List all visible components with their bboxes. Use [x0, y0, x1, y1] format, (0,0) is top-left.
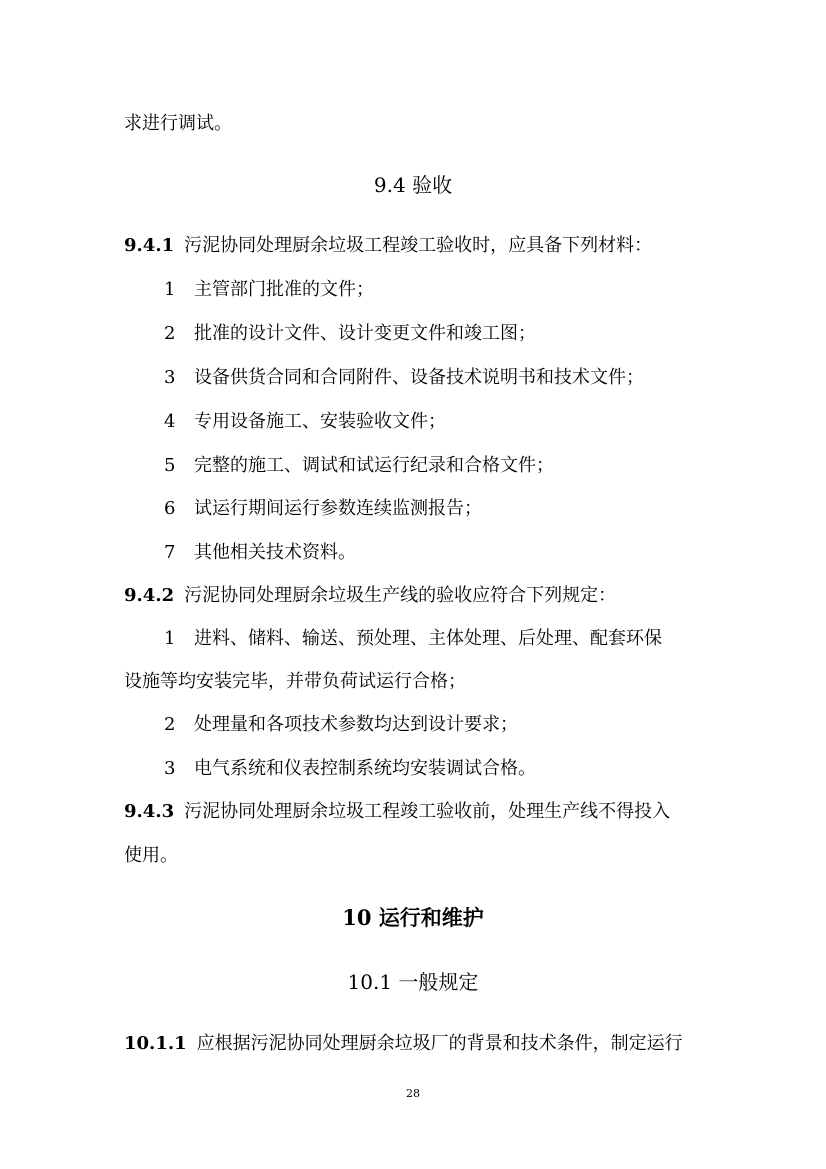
- item-number: 4: [164, 411, 176, 432]
- item-number: 2: [164, 323, 176, 344]
- item-number: 5: [164, 455, 176, 476]
- list-item: [164, 713, 518, 737]
- item-text: 完整的施工、调试和试运行纪录和合格文件；: [194, 455, 554, 476]
- list-item: [164, 366, 644, 390]
- clause-number: 9.4.1: [124, 235, 175, 256]
- item-text: 电气系统和仪表控制系统均安装调试合格。: [194, 758, 536, 779]
- list-item-continuation: 设施等均安装完毕，并带负荷试运行合格；: [124, 671, 466, 692]
- list-item: [164, 497, 482, 521]
- list-item: [164, 322, 536, 346]
- clause-number: 9.4.2: [124, 585, 175, 606]
- item-number: 1: [164, 279, 176, 300]
- list-item: [164, 541, 356, 565]
- clause-9-4-2: [124, 584, 616, 608]
- clause-text: 应根据污泥协同处理厨余垃圾厂的背景和技术条件，制定运行: [196, 1033, 683, 1054]
- clause-9-4-1: [124, 234, 652, 258]
- list-item: [164, 454, 554, 478]
- paragraph-continuation: 求进行调试。: [124, 113, 232, 134]
- item-text: 试运行期间运行参数连续监测报告；: [194, 498, 482, 519]
- item-number: 3: [164, 758, 176, 779]
- item-number: 1: [164, 628, 176, 649]
- list-item: [164, 410, 446, 434]
- section-heading-9-4: 9.4 验收: [373, 173, 453, 197]
- item-text: 其他相关技术资料。: [194, 542, 356, 563]
- item-text: 处理量和各项技术参数均达到设计要求；: [194, 714, 518, 735]
- item-text: 设备供货合同和合同附件、设备技术说明书和技术文件；: [194, 367, 644, 388]
- clause-9-4-3: [124, 800, 670, 824]
- item-text: 进料、储料、输送、预处理、主体处理、后处理、配套环保: [194, 628, 662, 649]
- clause-continuation: 使用。: [124, 845, 178, 866]
- item-number: 7: [164, 542, 176, 563]
- list-item: [164, 278, 374, 302]
- list-item: [164, 757, 536, 781]
- clause-number: 10.1.1: [124, 1033, 187, 1054]
- clause-10-1-1: [124, 1032, 683, 1056]
- item-number: 3: [164, 367, 176, 388]
- item-number: 6: [164, 498, 176, 519]
- clause-text: 污泥协同处理厨余垃圾工程竣工验收时，应具备下列材料：: [184, 235, 653, 256]
- clause-number: 9.4.3: [124, 801, 175, 822]
- item-text: 批准的设计文件、设计变更文件和竣工图；: [194, 323, 536, 344]
- list-item: [164, 627, 662, 651]
- page-number: 28: [406, 1087, 420, 1100]
- item-number: 2: [164, 714, 176, 735]
- section-heading-10-1: 10.1 一般规定: [347, 970, 479, 994]
- clause-text: 污泥协同处理厨余垃圾生产线的验收应符合下列规定：: [184, 585, 617, 606]
- clause-text: 污泥协同处理厨余垃圾工程竣工验收前，处理生产线不得投入: [184, 801, 671, 822]
- item-text: 专用设备施工、安装验收文件；: [194, 411, 446, 432]
- chapter-heading-10: 10 运行和维护: [342, 905, 484, 930]
- item-text: 主管部门批准的文件；: [194, 279, 374, 300]
